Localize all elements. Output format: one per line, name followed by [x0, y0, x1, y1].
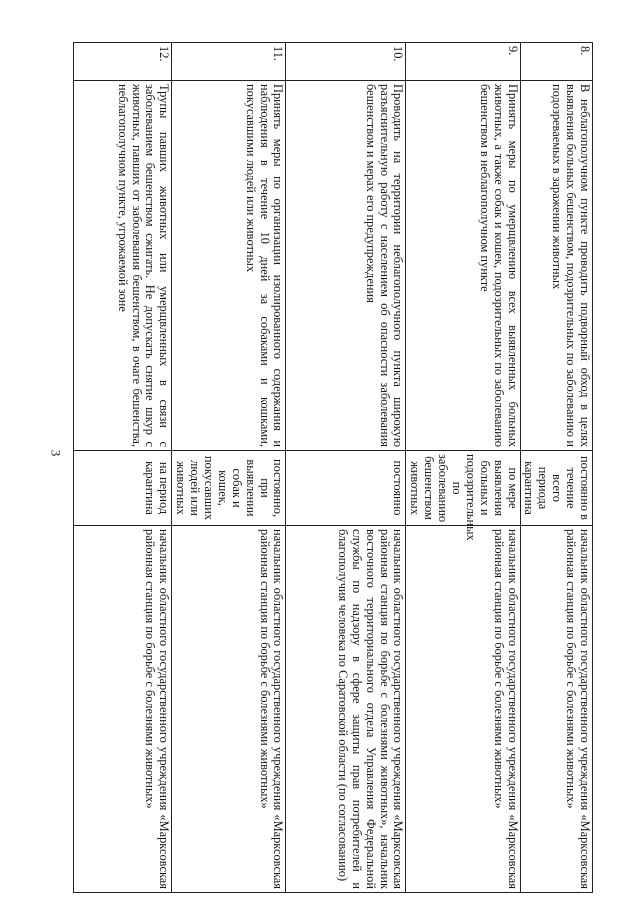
- table-row: [74, 43, 172, 893]
- period-cell: на период карантина: [74, 451, 172, 526]
- measure-cell: Принять меры по организации изолированного содержания и наблюдения в течение 10 дней за собаками и кошками, покусавшими людей или животных: [172, 81, 286, 451]
- measure-cell: Проводить на территории неблагополучного пункта широкую разъяснительную работу с населением об опасности заболевания бешенством и мерах его предупреждения: [286, 81, 406, 451]
- measure-cell: В неблагополучном пункте проводить подворный обход в целях выявления больных бешенством, подозрительных по заболеванию и подозреваемых в заражении животных: [520, 81, 592, 451]
- table-row: [406, 43, 520, 893]
- responsible-cell: начальник областного государственного учреждения «Марксовская районная станция по борьбе с болезнями животных»: [74, 526, 172, 893]
- period-cell: по мере выявления больных и подозрительных по заболеванию бешенством животных: [406, 451, 520, 526]
- responsible-cell: начальник областного государственного учреждения «Марксовская районная станция по борьбе с болезнями животных»: [406, 526, 520, 893]
- period-cell: постоянно, при выявлении собак и кошек, покусавших людей или животных: [172, 451, 286, 526]
- measures-table: [73, 42, 593, 893]
- responsible-cell: начальник областного государственного учреждения «Марксовская районная станция по борьбе с болезнями животных»: [520, 526, 592, 893]
- measure-cell: Принять меры по умерщвлению всех выявленных больных животных, а также собак и кошек, подозрительных по заболеванию бешенством в неблагополучном пункте: [406, 81, 520, 451]
- row-number: 11.: [172, 43, 286, 81]
- responsible-cell: начальник областного государственного учреждения «Марксовская районная станция по борьбе с болезнями животных»: [172, 526, 286, 893]
- page-number: 3: [48, 449, 64, 457]
- responsible-cell: начальник областного государственного учреждения «Марксовская районная станция по борьбе с болезнями животных», начальник восточного территориального отдела Управления Федеральной службы по надзору в сфере защиты прав потребителей и благополучия человека по Саратовской области (по согласованию): [286, 526, 406, 893]
- row-number: 10.: [286, 43, 406, 81]
- row-number: 9.: [406, 43, 520, 81]
- row-number: 8.: [520, 43, 592, 81]
- table-row: [172, 43, 286, 893]
- measures-table-frame: [98, 42, 640, 889]
- period-cell: постоянно в течение всего периода карантина: [520, 451, 592, 526]
- measure-cell: Трупы павших животных или умерщвленных в связи с заболеванием бешенством сжигать. Не допускать снятие шкур с животных, павших от заболевания бешенством, в очаге бешенства, неблагополучном пункте, угрожаемой зоне: [74, 81, 172, 451]
- period-cell: постоянно: [286, 451, 406, 526]
- row-number: 12.: [74, 43, 172, 81]
- table-row: [520, 43, 592, 893]
- table-row: [286, 43, 406, 893]
